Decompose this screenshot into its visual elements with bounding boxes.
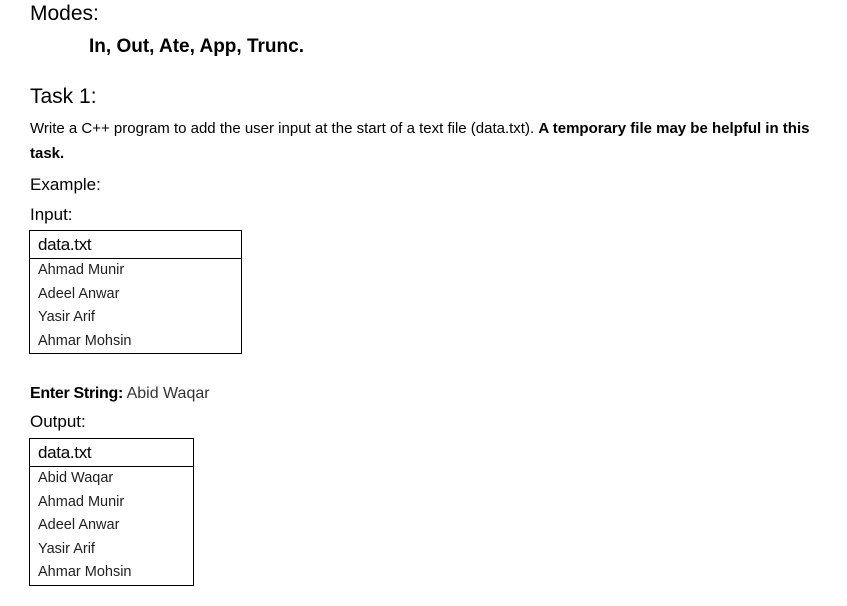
output-file-row: Abid Waqar <box>38 470 114 486</box>
input-label: Input: <box>30 205 73 224</box>
output-file-row: Yasir Arif <box>38 540 95 557</box>
input-file-row: Ahmad Munir <box>38 262 125 278</box>
task-heading: Task 1: <box>30 85 97 108</box>
output-file-header: data.txt <box>30 439 193 467</box>
enter-string-value: Abid Waqar <box>126 385 210 402</box>
task-description-text: Write a C++ program to add the user input at the start of a text file (data.txt). <box>30 120 539 137</box>
output-file-row: Ahmad Munir <box>38 493 125 510</box>
input-file-row: Adeel Anwar <box>38 285 120 302</box>
modes-list: In, Out, Ate, App, Trunc. <box>89 36 304 57</box>
output-file-table <box>29 438 194 586</box>
output-file-row: Ahmar Mohsin <box>38 564 132 580</box>
input-file-header: data.txt <box>30 231 241 259</box>
enter-string-line <box>30 385 210 403</box>
input-file-table <box>29 230 242 354</box>
input-file-row: Yasir Arif <box>38 309 95 325</box>
modes-heading: Modes: <box>30 2 99 25</box>
example-label: Example: <box>30 175 101 194</box>
output-label: Output: <box>30 412 86 431</box>
task-description <box>30 116 820 166</box>
enter-string-label: Enter String: <box>30 385 123 402</box>
output-file-row: Adeel Anwar <box>38 517 120 533</box>
input-file-row: Ahmar Mohsin <box>38 332 132 349</box>
task-description-bold: A temporary file may be helpful in this task. <box>30 120 810 162</box>
